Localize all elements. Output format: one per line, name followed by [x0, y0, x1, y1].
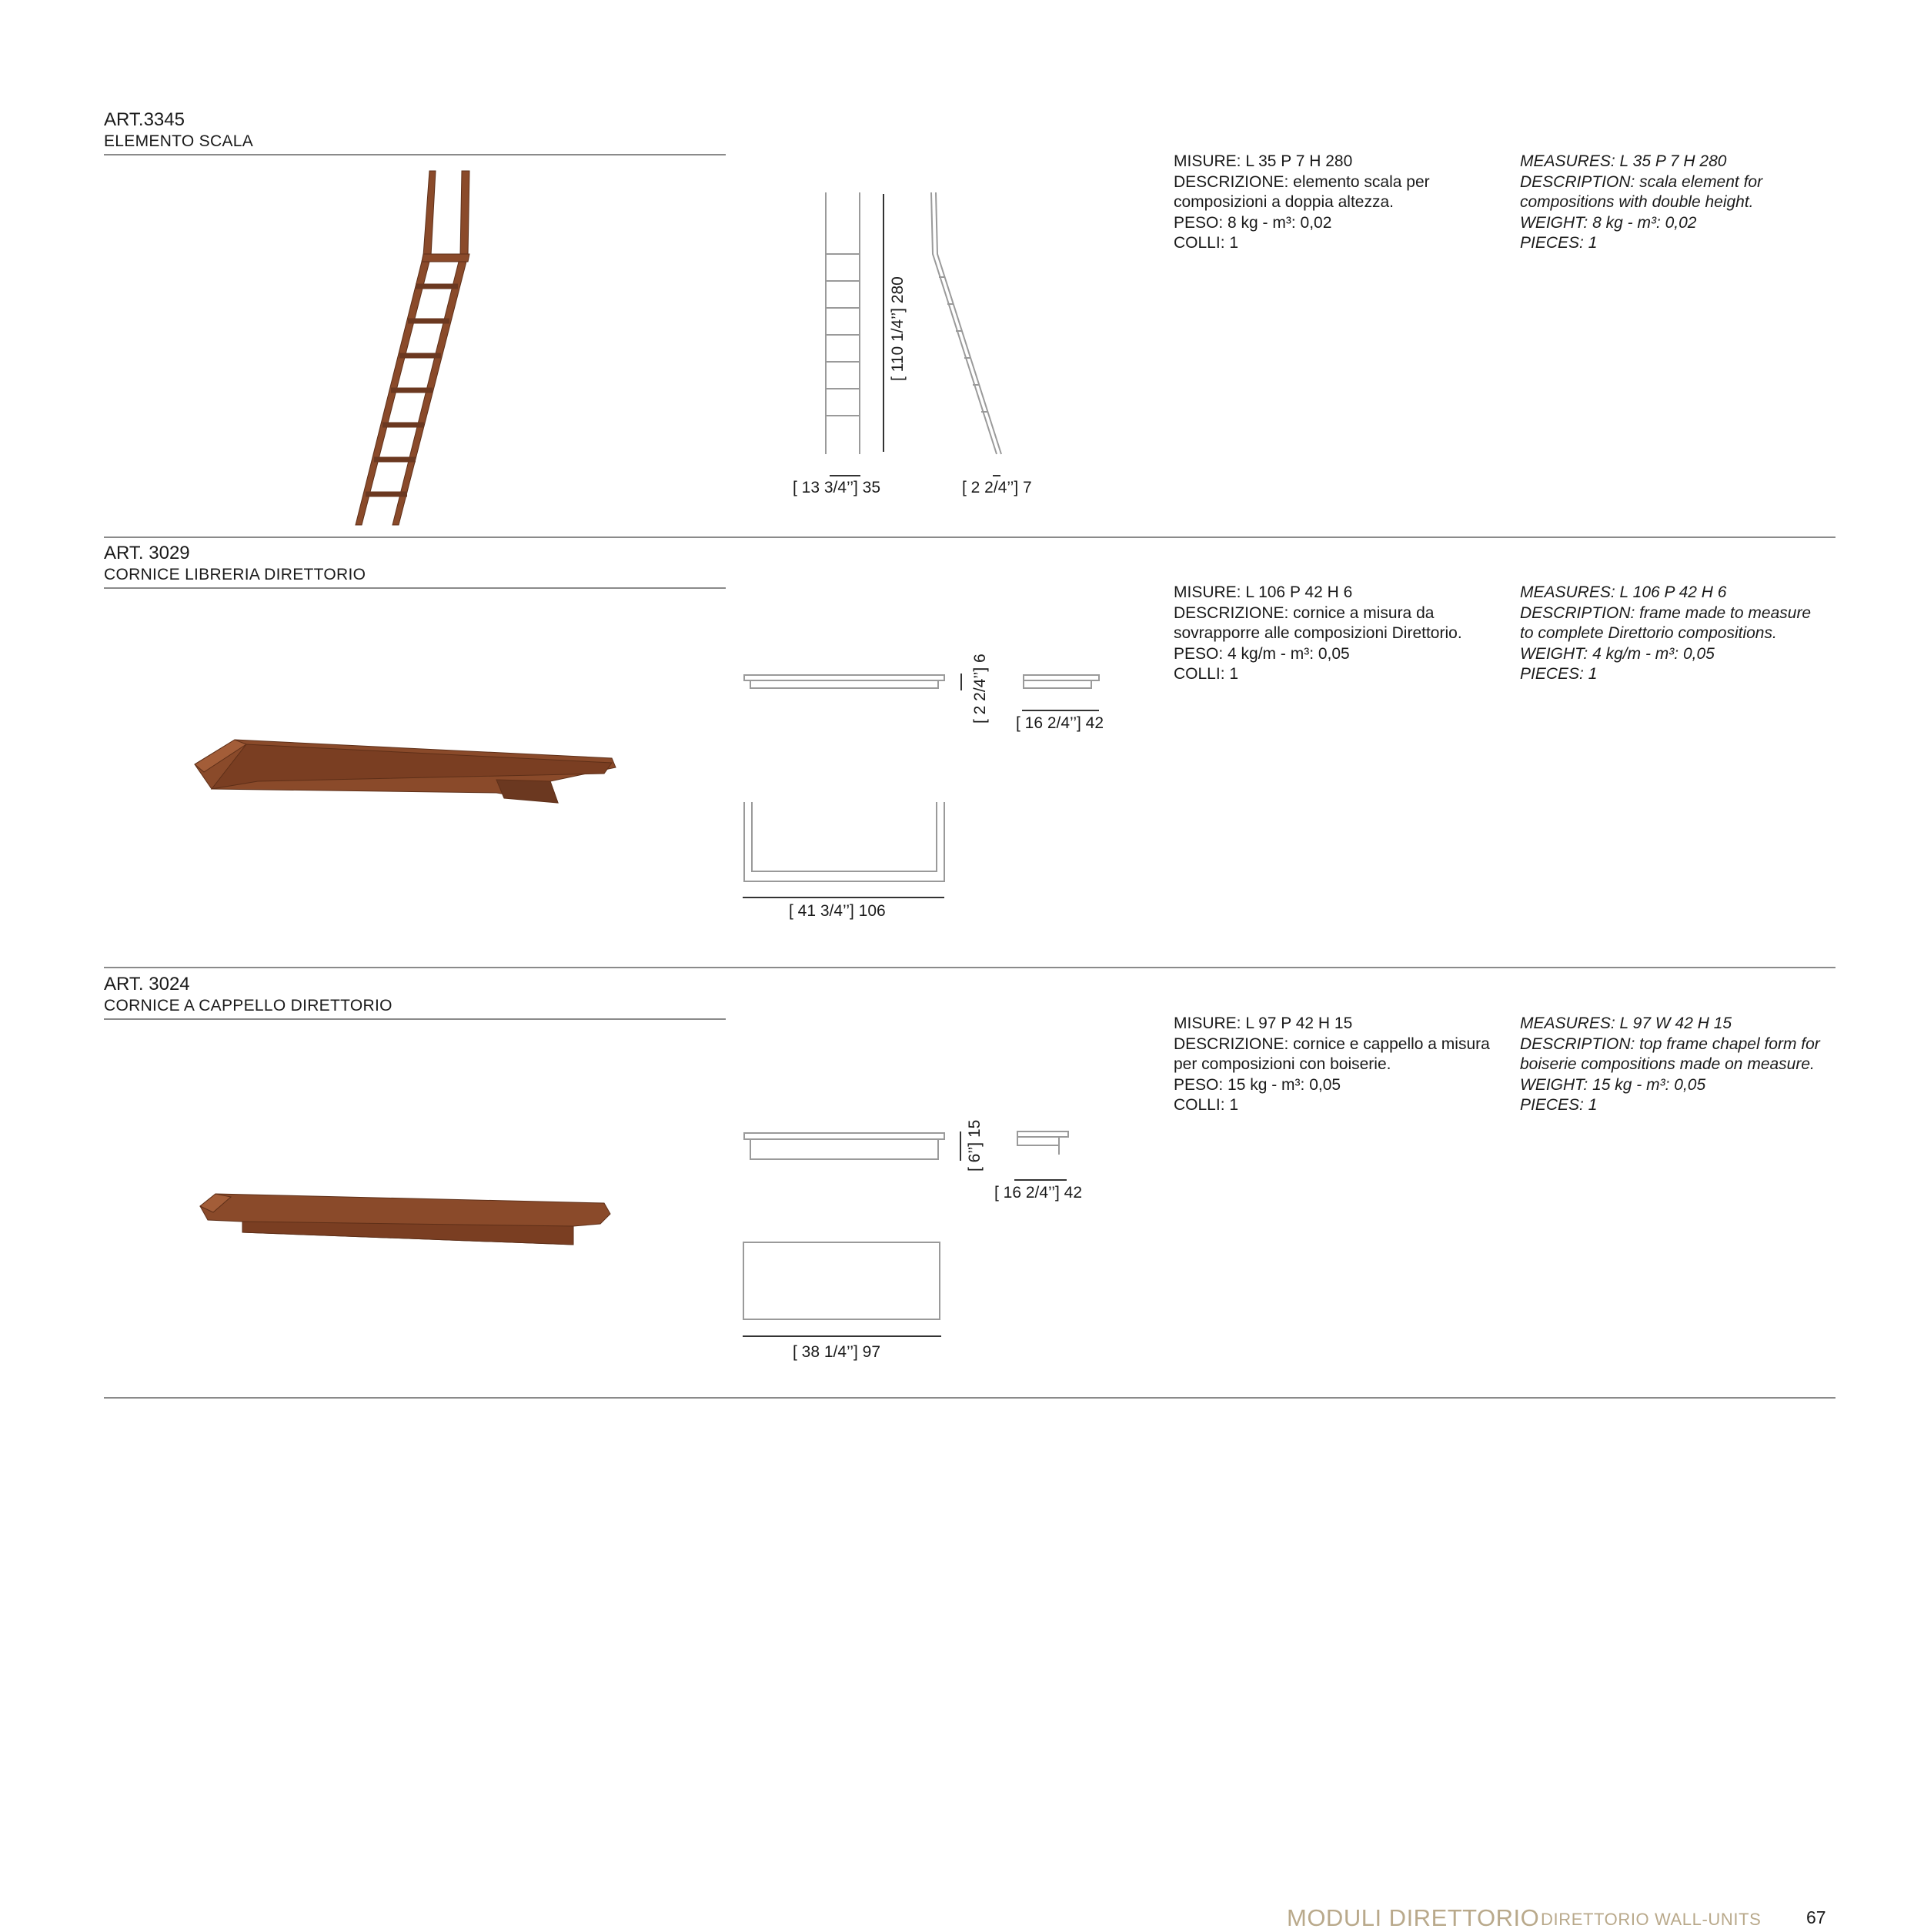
dimension-line	[1014, 1179, 1067, 1181]
width-dimension: [ 41 3/4’’] 106	[789, 902, 886, 920]
item-code: ART.3345	[104, 109, 185, 130]
footer-section-title: MODULI DIRETTORIO	[1287, 1904, 1540, 1931]
cornice-side-drawing	[1022, 674, 1103, 697]
cornice-plan-drawing	[743, 801, 947, 885]
item-name: CORNICE A CAPPELLO DIRETTORIO	[104, 997, 392, 1014]
depth-dimension: [ 16 2/4’’] 42	[994, 1184, 1083, 1202]
dimension-line	[1022, 710, 1099, 711]
height-dimension: [ 110 1/4’’] 280	[889, 276, 907, 381]
width-dimension: [ 38 1/4’’] 97	[793, 1343, 881, 1361]
dimension-line	[960, 674, 962, 690]
section-divider	[104, 154, 726, 155]
item-code: ART. 3029	[104, 543, 190, 563]
cornice-product-image	[189, 735, 620, 820]
item-code: ART. 3024	[104, 974, 190, 994]
item-name: CORNICE LIBRERIA DIRETTORIO	[104, 566, 366, 583]
spec-english: MEASURES: L 97 W 42 H 15 DESCRIPTION: top frame chapel form for boiserie compositions made on measure. WEIGHT: 15 kg - m³: 0,05 PIECES: 1	[1520, 1014, 1820, 1114]
height-dimension: [ 2 2/4’’] 6	[971, 653, 989, 724]
dimension-line	[743, 1335, 941, 1337]
ladder-product-image	[354, 163, 493, 533]
dimension-line	[960, 1131, 961, 1161]
ladder-side-drawing	[924, 192, 1008, 454]
width-dimension: [ 13 3/4’’] 35	[793, 479, 881, 496]
spec-italian: MISURE: L 35 P 7 H 280 DESCRIZIONE: elemento scala per composizioni a doppia altezza. PESO: 8 kg - m³: 0,02 COLLI: 1	[1174, 152, 1430, 252]
section-divider	[104, 1397, 1835, 1399]
spec-italian: MISURE: L 106 P 42 H 6 DESCRIZIONE: cornice a misura da sovrapporre alle composizioni Direttorio. PESO: 4 kg/m - m³: 0,05 COLLI: 1	[1174, 583, 1462, 683]
dimension-line	[883, 194, 884, 452]
depth-dimension: [ 16 2/4’’] 42	[1016, 714, 1104, 732]
spec-english: MEASURES: L 106 P 42 H 6 DESCRIPTION: frame made to measure to complete Direttorio compositions. WEIGHT: 4 kg/m - m³: 0,05 PIECES: 1	[1520, 583, 1812, 683]
footer-section-subtitle: DIRETTORIO WALL-UNITS	[1541, 1910, 1762, 1929]
ladder-front-drawing	[820, 192, 866, 454]
cappello-plan-drawing	[743, 1242, 943, 1322]
section-divider	[104, 967, 1835, 968]
cornice-front-drawing	[743, 674, 947, 697]
spec-english: MEASURES: L 35 P 7 H 280 DESCRIPTION: scala element for compositions with double height. WEIGHT: 8 kg - m³: 0,02 PIECES: 1	[1520, 152, 1763, 252]
dimension-line	[993, 475, 1000, 476]
cappello-side-drawing	[1016, 1130, 1071, 1158]
section-divider	[104, 536, 1835, 538]
height-dimension: [ 6’’] 15	[966, 1119, 984, 1172]
section-divider	[104, 1018, 726, 1020]
depth-dimension: [ 2 2/4’’] 7	[962, 479, 1032, 496]
section-divider	[104, 587, 726, 589]
cappello-product-image	[196, 1189, 616, 1251]
spec-italian: MISURE: L 97 P 42 H 15 DESCRIZIONE: cornice e cappello a misura per composizioni con boiserie. PESO: 15 kg - m³: 0,05 COLLI: 1	[1174, 1014, 1490, 1114]
dimension-line	[743, 897, 944, 898]
item-name: ELEMENTO SCALA	[104, 132, 254, 150]
page-number: 67	[1806, 1907, 1826, 1927]
cappello-front-drawing	[743, 1131, 947, 1162]
dimension-line	[830, 475, 860, 476]
